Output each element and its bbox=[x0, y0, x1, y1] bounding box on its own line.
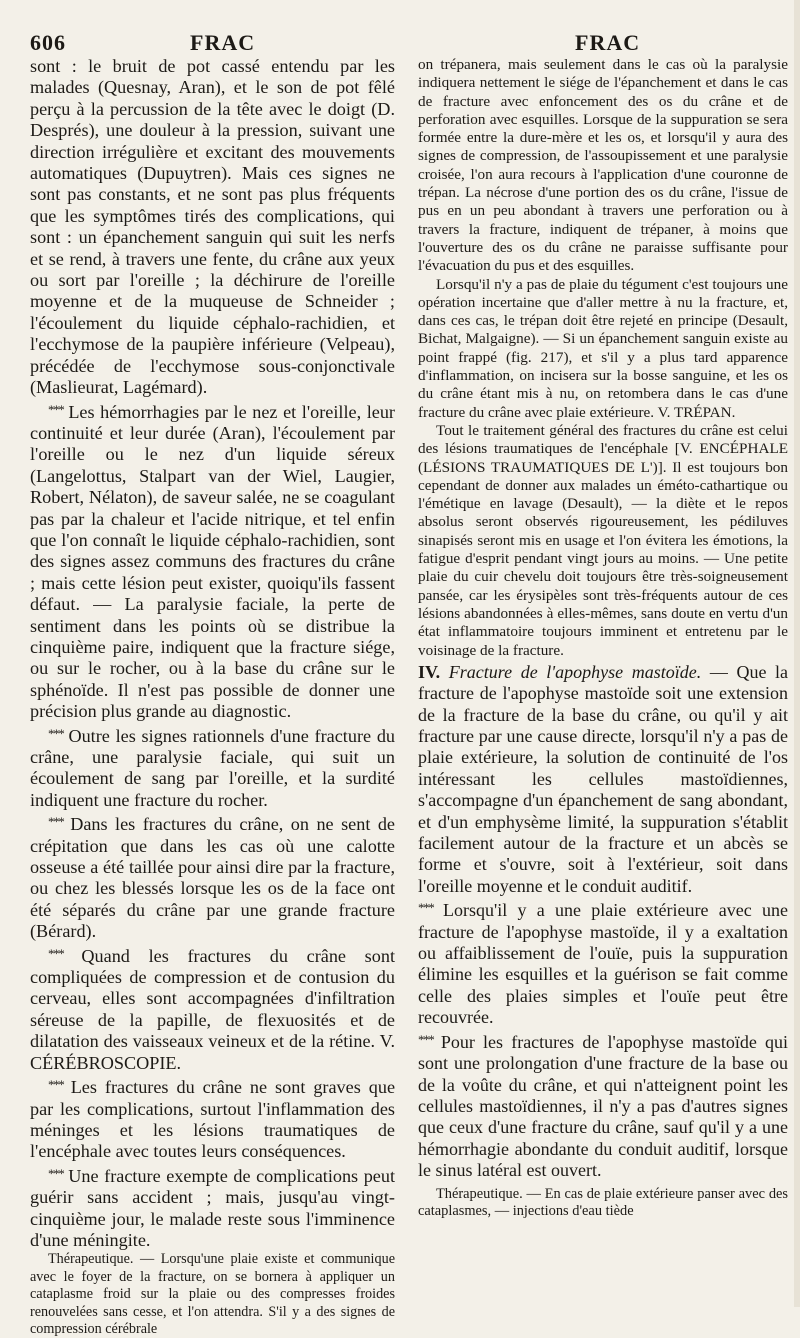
asterism: * * * bbox=[48, 401, 63, 417]
asterism: * * * bbox=[48, 814, 63, 830]
asterism: * * * bbox=[48, 725, 63, 741]
right-column bbox=[418, 56, 788, 1220]
paragraph: * * * Quand les fractures du crâne sont compliquées de compression et de contusion du cerveau, elles sont accompagnées d'infiltration séreuse de la papille, de flexuosités et de dilatation des vaisseaux veineux et de la rétine. V. CÉRÉBROSCOPIE. bbox=[30, 945, 395, 1073]
paragraph: * * * Pour les fractures de l'apophyse mastoïde qui sont une prolongation d'une fracture de la base ou de la voûte du crâne, et qui n'atteignent point les cellules mastoïdiennes, il n'y a pas d'autres signes que ceux d'une fracture du crâne, sauf qu'il y a une hémorrhagie abondante du conduit auditif, lorsque le sinus latéral est ouvert. bbox=[418, 1031, 789, 1181]
page-number: 606 bbox=[30, 30, 66, 55]
asterism: * * * bbox=[418, 900, 433, 916]
page-edge bbox=[794, 0, 800, 1307]
paragraph: Tout le traitement général des fractures du crâne est celui des lésions traumatiques de l'encéphale [V. ENCÉPHALE (LÉSIONS TRAUMATIQUES DE L')]. Il est toujours bon cependant de donner aux malades un éméto-cathartique ou l'émétique en lavage (Desault), — la diète et le repos absolus seront observés rigoureusement, les pédiluves sinapisés seront mis en usage et l'on évitera les émotions, la fatigue d'esprit pendant vingt jours au moins. — Une petite plaie du cuir chevelu doit toujours être très-soigneusement pansée, car les érysipèles sont très-fréquents autour de ces lésions abandonnées à elles-mêmes, sans doute en vertu d'un état inflammatoire toujours imminent et entretenu par le voisinage de la fracture. bbox=[418, 421, 788, 659]
paragraph: * * * Lorsqu'il y a une plaie extérieure avec une fracture de l'apophyse mastoïde, il y a exaltation ou affaiblissement de l'ouïe, puis la suppuration élimine les esquilles et la guérison se fait comme celle des plaies simples et l'ouïe peut être recouvrée. bbox=[418, 900, 789, 1028]
therapeutic-paragraph: Thérapeutique. — En cas de plaie extérieure panser avec des cataplasmes, — injections d'eau tiède bbox=[418, 1185, 788, 1219]
left-column bbox=[30, 56, 395, 1338]
paragraph: * * * Outre les signes rationnels d'une fracture du crâne, une paralysie faciale, qui suit un écoulement de sang par l'oreille, et la surdité indiquent une fracture du rocher. bbox=[30, 725, 396, 810]
section-number: IV. bbox=[418, 661, 441, 682]
running-head-right: FRAC bbox=[575, 30, 641, 55]
asterism: * * * bbox=[48, 1165, 63, 1181]
paragraph: * * * Une fracture exempte de complications peut guérir sans accident ; mais, jusqu'au vingt-cinquième jour, le malade reste sous l'imminence d'une méningite. bbox=[30, 1165, 396, 1250]
section-title: Fracture de l'apophyse mastoïde. bbox=[448, 661, 702, 682]
running-head-left: FRAC bbox=[190, 30, 256, 55]
paragraph: on trépanera, mais seulement dans le cas où la paralysie indiquera nettement le siége de l'épanchement et dans le cas de fracture avec enfoncement des os du crâne et de perforation avec esquilles. Lorsque de la suppuration se sera formée entre la dure-mère et les os, et lorsqu'il y aura des signes de compression, de l'assoupissement et une paralysie croisée, l'on aura recours à l'application d'une couronne de trépan. La nécrose d'une portion des os du crâne, l'issue de pus en un peu abondant à travers une perforation ou à travers la fracture, indiquent de trépaner, à moins que l'ouverture des os du crâne ne paraisse suffisante pour l'évacuation du pus et des esquilles. bbox=[418, 56, 788, 275]
paragraph: * * * Les fractures du crâne ne sont graves que par les complications, surtout l'inflammation des méninges et les lésions traumatiques de l'encéphale avec toutes leurs conséquences. bbox=[30, 1077, 396, 1162]
paragraph: * * * Les hémorrhagies par le nez et l'oreille, leur continuité et leur durée (Aran), l'écoulement par l'oreille ou le nez d'un liquide séreux (Langelottus, Stalpart van der Wiel, Laugier, Robert, Nélaton), de saveur salée, ne se coagulant pas par la chaleur et l'acide nitrique, et tel enfin que l'on connaît le liquide céphalo-rachidien, sont des signes assez communs des fractures du crâne ; mais cette lésion peut exister, quoiqu'ils fassent défaut. — La paralysie faciale, la perte de sentiment dans les points où se distribue la cinquième paire, indiquent que la fracture siége, ou sur le rocher, ou à la base du crâne sur le sphénoïde. Il n'est pas possible de donner une précision plus grande au diagnostic. bbox=[30, 401, 395, 722]
paragraph: sont : le bruit de pot cassé entendu par les malades (Quesnay, Aran), et le son de pot fêlé perçu à la percussion de la tête avec le doigt (D. Després), une douleur à la pression, suivant une direction irrégulière et excitant des mouvements automatiques (Dupuytren). Mais ces signes ne sont pas constants, et ne sont pas plus fréquents que les symptômes tirés des complications, qui sont : un épanchement sanguin qui suit les nerfs et se rend, à travers une fente, du crâne aux yeux ou sort par l'oreille ; la déchirure de l'oreille moyenne et de la muqueuse de Schneider ; l'écoulement du liquide céphalo-rachidien, et l'ecchymose de la paupière inférieure (Velpeau), précédée de l'ecchymose sous-conjonctivale (Maslieurat, Lagémard). bbox=[30, 56, 395, 398]
paragraph: * * * Dans les fractures du crâne, on ne sent de crépitation que dans les cas où une calotte osseuse a été taillée pour ainsi dire par la fracture, ou chez les blessés lorsque les os de la face ont été séparés du crâne par une grande fracture (Bérard). bbox=[30, 814, 395, 942]
paragraph: Lorsqu'il n'y a pas de plaie du tégument c'est toujours une opération incertaine que d'aller mettre à nu la fracture, et, dans ces cas, le trépan doit être rejeté en principe (Desault, Bichat, Malgaigne). — Si un épanchement sanguin existe au point frappé (fig. 217), et s'il y a plus tard apparence d'inflammation, on incisera sur la bosse sanguine, et les os du crâne étant mis à nu, on retombera dans le cas d'une fracture du crâne avec plaie extérieure. V. TRÉPAN. bbox=[418, 275, 788, 421]
section-iv bbox=[418, 662, 788, 1182]
asterism: * * * bbox=[418, 1031, 433, 1047]
asterism: * * * bbox=[48, 1077, 63, 1093]
section-paragraph: IV. Fracture de l'apophyse mastoïde. — Que la fracture de l'apophyse mastoïde soit une extension de la fracture de la base du crâne, ou qu'il y ait fracture par une cause directe, lorsqu'il n'y a pas de plaie extérieure, la solution de continuité de l'os intéressant les cellules mastoïdiennes, s'accompagne d'un épanchement de sang abondant, et d'un emphysème limité, la suppuration s'établit facilement autour de la fracture et un abcès se forme et s'ouvre, soit à l'extérieur, soit dans l'oreille moyenne et le conduit auditif. bbox=[418, 661, 789, 896]
asterism: * * * bbox=[48, 945, 63, 961]
therapeutic-paragraph: Thérapeutique. — Lorsqu'une plaie existe et communique avec le foyer de la fracture, on se bornera à appliquer un cataplasme froid sur la plaie ou des compresses froides renouvelées sans cesse, et l'on attendra. S'il y a des signes de compression cérébrale bbox=[30, 1251, 395, 1337]
